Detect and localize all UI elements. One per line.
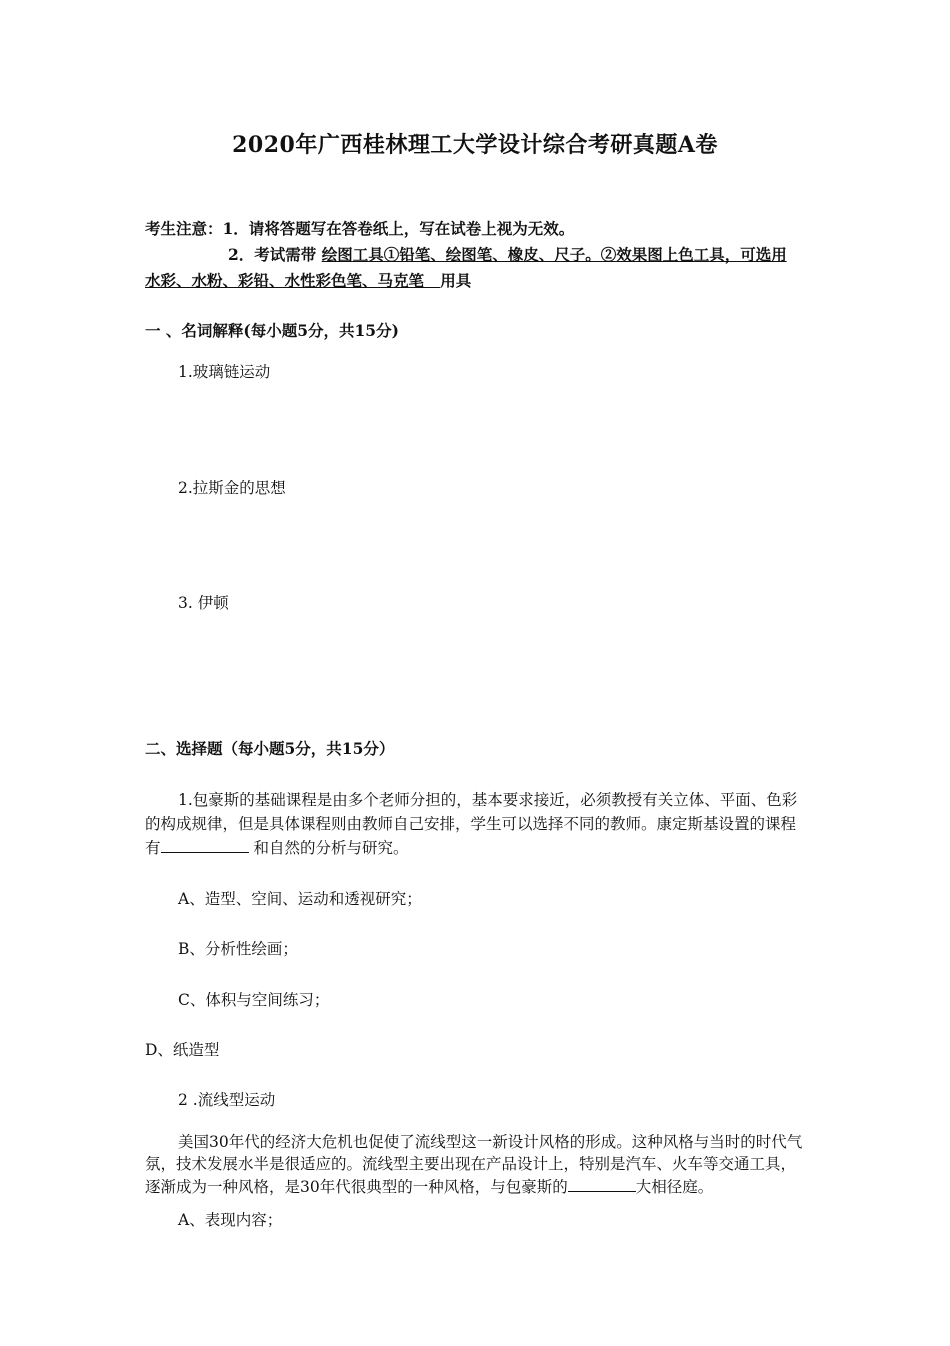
notice-item-1: 1．请将答题写在答卷纸上，写在试卷上视为无效。 [222, 219, 575, 238]
notice-line-3 [145, 271, 471, 291]
answer-blank [161, 836, 249, 853]
notice-line-2 [228, 245, 787, 265]
option-a: A、表现内容； [178, 1211, 283, 1229]
question-term-3: 3. 伊顿 [178, 594, 229, 612]
notice-label: 考生注意： [145, 219, 223, 238]
option-c: C、体积与空间练习； [178, 991, 330, 1009]
choice-question-2-text-end: 大相径庭。 [635, 1178, 714, 1196]
choice-question-1-text: 1.包豪斯的基础课程是由多个老师分担的，基本要求接近，必须教授有关立体、平面、色彩的构成规律，但是具体课程则由教师自己安排，学生可以选择不同的教师。康定斯基设置的课程有 [145, 791, 798, 857]
section-2-heading: 二、选择题（每小题5分，共15分） [145, 739, 395, 758]
section-1-heading: 一 、名词解释(每小题5分，共15分) [145, 321, 399, 340]
option-d: D、纸造型 [145, 1041, 220, 1059]
option-a: A、造型、空间、运动和透视研究； [178, 890, 422, 908]
question-term-1: 1.玻璃链运动 [178, 363, 271, 381]
page-title: 2020年广西桂林理工大学设计综合考研真题A卷 [232, 132, 718, 158]
answer-blank [568, 1175, 636, 1192]
choice-question-2-text: 美国30年代的经济大危机也促使了流线型这一新设计风格的形成。这种风格与当时的时代气氛，技术发展水半是很适应的。流线型主要出现在产品设计上，特别是汽车、火车等交通工具，逐渐成为一种风格，是30年代很典型的一种风格，与包豪斯的 [145, 1133, 803, 1196]
choice-question-2-title: 2 .流线型运动 [178, 1091, 276, 1109]
choice-question-2 [145, 1131, 810, 1198]
notice-item-2-tools-cont: 水彩、水粉、彩铅、水性彩色笔、马克笔 [145, 271, 441, 290]
notice-line-1 [145, 219, 574, 239]
notice-item-2-prefix: 2．考试需带 [228, 245, 322, 264]
option-b: B、分析性绘画； [178, 940, 298, 958]
question-term-2: 2.拉斯金的思想 [178, 479, 286, 497]
choice-question-1 [145, 789, 810, 861]
notice-item-2-tools: 绘图工具①铅笔、绘图笔、橡皮、尺子。②效果图上色工具，可选用 [321, 245, 787, 264]
notice-item-2-suffix: 用具 [440, 271, 472, 290]
choice-question-1-text-end: 和自然的分析与研究。 [248, 839, 409, 857]
